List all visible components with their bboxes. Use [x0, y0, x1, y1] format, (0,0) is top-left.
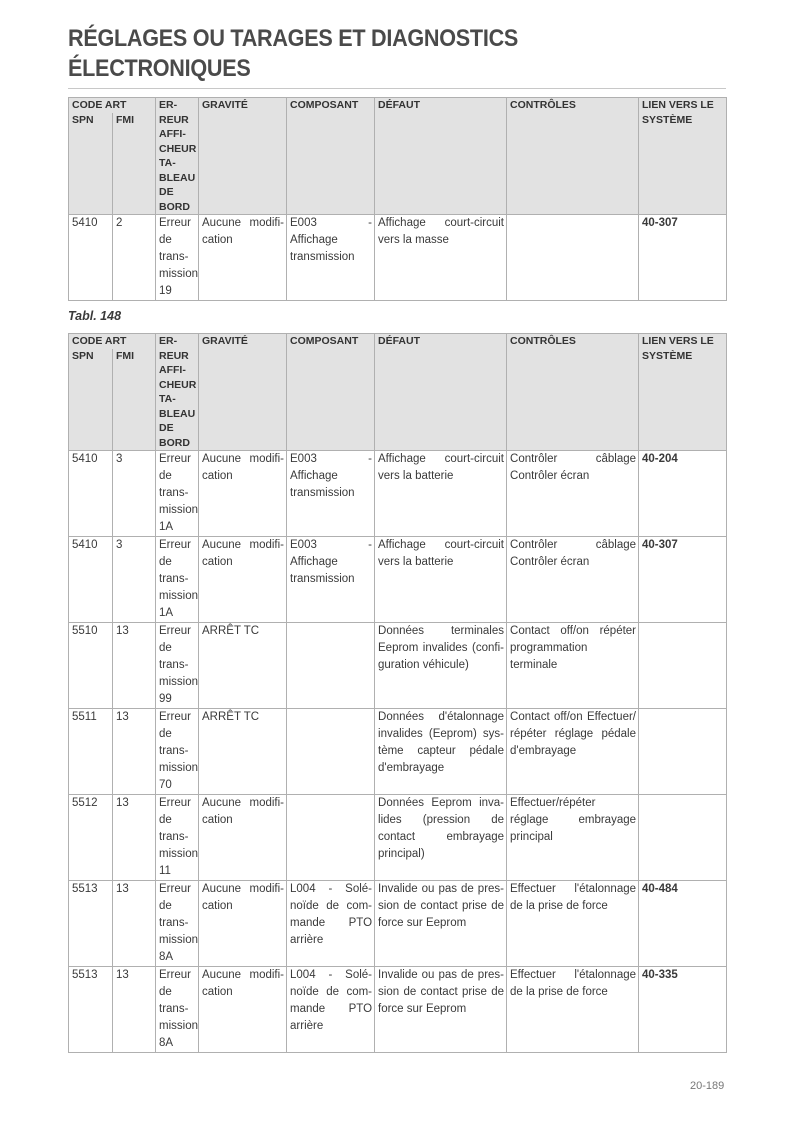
header-defaut: DÉFAUT: [375, 98, 507, 215]
cell-lien: [639, 623, 727, 709]
cell-erreur: Erreur de trans-mission 8A: [156, 967, 199, 1053]
table-row: [69, 451, 727, 537]
cell-controles: Contact off/on répéter programmation terminale: [507, 623, 639, 709]
cell-lien: [639, 795, 727, 881]
cell-fmi: 3: [113, 451, 156, 537]
table-row: [69, 623, 727, 709]
cell-defaut: Invalide ou pas de pres-sion de contact prise de force sur Eeprom: [375, 967, 507, 1053]
table-row: [69, 795, 727, 881]
cell-composant: L004 - Solé-noïde de com-mande PTO arrière: [287, 881, 375, 967]
header-controles: CONTRÔLES: [507, 98, 639, 215]
header-gravite: GRAVITÉ: [199, 98, 287, 215]
cell-defaut: Données d'étalonnage invalides (Eeprom) sys-tème capteur pédale d'embrayage: [375, 709, 507, 795]
cell-lien: 40-307: [639, 537, 727, 623]
cell-spn: 5513: [69, 967, 113, 1053]
header-spn: SPN: [69, 113, 113, 215]
header-defaut: DÉFAUT: [375, 334, 507, 451]
header-row: [69, 334, 727, 349]
cell-composant: [287, 709, 375, 795]
page-title: [68, 24, 662, 84]
header-erreur: ER- REUR AFFI- CHEUR TA- BLEAU DE BORD: [156, 334, 199, 451]
cell-composant: [287, 795, 375, 881]
cell-composant: E003 - Affichage transmission: [287, 537, 375, 623]
cell-controles: [507, 215, 639, 301]
cell-defaut: Affichage court-circuit vers la masse: [375, 215, 507, 301]
cell-controles: Contrôler câblage Contrôler écran: [507, 537, 639, 623]
cell-erreur: Erreur de trans-mission 19: [156, 215, 199, 301]
cell-erreur: Erreur de trans-mission 99: [156, 623, 199, 709]
header-gravite: GRAVITÉ: [199, 334, 287, 451]
table-row: [69, 881, 727, 967]
cell-fmi: 13: [113, 709, 156, 795]
cell-defaut: Données Eeprom inva-lides (pression de contact embrayage principal): [375, 795, 507, 881]
page-title-line2: ÉLECTRONIQUES: [68, 55, 251, 82]
header-lien: LIEN VERS LE SYSTÈME: [639, 334, 727, 451]
cell-defaut: Invalide ou pas de pres-sion de contact prise de force sur Eeprom: [375, 881, 507, 967]
cell-erreur: Erreur de trans-mission 1A: [156, 537, 199, 623]
cell-fmi: 13: [113, 967, 156, 1053]
diagnostic-table-148: [68, 97, 727, 301]
header-row: [69, 98, 727, 113]
cell-controles: Effectuer/répéter réglage embrayage principal: [507, 795, 639, 881]
cell-defaut: Affichage court-circuit vers la batterie: [375, 537, 507, 623]
cell-defaut: Données terminales Eeprom invalides (confi-guration véhicule): [375, 623, 507, 709]
cell-lien: 40-484: [639, 881, 727, 967]
cell-gravite: Aucune modifi-cation: [199, 881, 287, 967]
header-spn: SPN: [69, 349, 113, 451]
cell-fmi: 2: [113, 215, 156, 301]
cell-gravite: Aucune modifi-cation: [199, 451, 287, 537]
cell-defaut: Affichage court-circuit vers la batterie: [375, 451, 507, 537]
cell-gravite: Aucune modifi-cation: [199, 537, 287, 623]
cell-lien: 40-335: [639, 967, 727, 1053]
header-fmi: FMI: [113, 349, 156, 451]
cell-erreur: Erreur de trans-mission 70: [156, 709, 199, 795]
cell-composant: L004 - Solé-noïde de com-mande PTO arrière: [287, 967, 375, 1053]
cell-spn: 5511: [69, 709, 113, 795]
cell-gravite: Aucune modifi-cation: [199, 967, 287, 1053]
cell-composant: [287, 623, 375, 709]
cell-gravite: Aucune modifi-cation: [199, 795, 287, 881]
cell-gravite: ARRÊT TC: [199, 623, 287, 709]
cell-spn: 5410: [69, 451, 113, 537]
cell-lien: 40-204: [639, 451, 727, 537]
cell-composant: E003 - Affichage transmission: [287, 451, 375, 537]
table-149-body: [69, 334, 727, 1053]
cell-spn: 5512: [69, 795, 113, 881]
header-lien: LIEN VERS LE SYSTÈME: [639, 98, 727, 215]
title-divider: [68, 88, 726, 89]
header-erreur: ER- REUR AFFI- CHEUR TA- BLEAU DE BORD: [156, 98, 199, 215]
table-row: [69, 537, 727, 623]
cell-spn: 5410: [69, 537, 113, 623]
cell-erreur: Erreur de trans-mission 8A: [156, 881, 199, 967]
cell-fmi: 13: [113, 623, 156, 709]
table-row: [69, 709, 727, 795]
cell-controles: Contrôler câblage Contrôler écran: [507, 451, 639, 537]
page-title-line1: RÉGLAGES OU TARAGES ET DIAGNOSTICS: [68, 25, 519, 52]
cell-controles: Effectuer l'étalonnage de la prise de force: [507, 967, 639, 1053]
cell-controles: Contact off/on Effectuer/ répéter réglage pédale d'embrayage: [507, 709, 639, 795]
table-row: [69, 215, 727, 301]
cell-erreur: Erreur de trans-mission 11: [156, 795, 199, 881]
cell-composant: E003 - Affichage transmission: [287, 215, 375, 301]
cell-spn: 5513: [69, 881, 113, 967]
header-composant: COMPOSANT: [287, 334, 375, 451]
page-number: 20-189: [690, 1080, 725, 1092]
diagnostic-table-149: [68, 333, 727, 1053]
table-row: [69, 967, 727, 1053]
header-code-art: CODE ART: [69, 334, 156, 349]
cell-gravite: Aucune modifi-cation: [199, 215, 287, 301]
cell-spn: 5510: [69, 623, 113, 709]
cell-fmi: 13: [113, 881, 156, 967]
header-controles: CONTRÔLES: [507, 334, 639, 451]
cell-controles: Effectuer l'étalonnage de la prise de force: [507, 881, 639, 967]
header-fmi: FMI: [113, 113, 156, 215]
table-148-body: [69, 98, 727, 301]
cell-spn: 5410: [69, 215, 113, 301]
header-composant: COMPOSANT: [287, 98, 375, 215]
cell-gravite: ARRÊT TC: [199, 709, 287, 795]
cell-fmi: 3: [113, 537, 156, 623]
cell-lien: 40-307: [639, 215, 727, 301]
cell-lien: [639, 709, 727, 795]
cell-fmi: 13: [113, 795, 156, 881]
header-code-art: CODE ART: [69, 98, 156, 113]
cell-erreur: Erreur de trans-mission 1A: [156, 451, 199, 537]
table-caption: Tabl. 148: [68, 309, 122, 323]
